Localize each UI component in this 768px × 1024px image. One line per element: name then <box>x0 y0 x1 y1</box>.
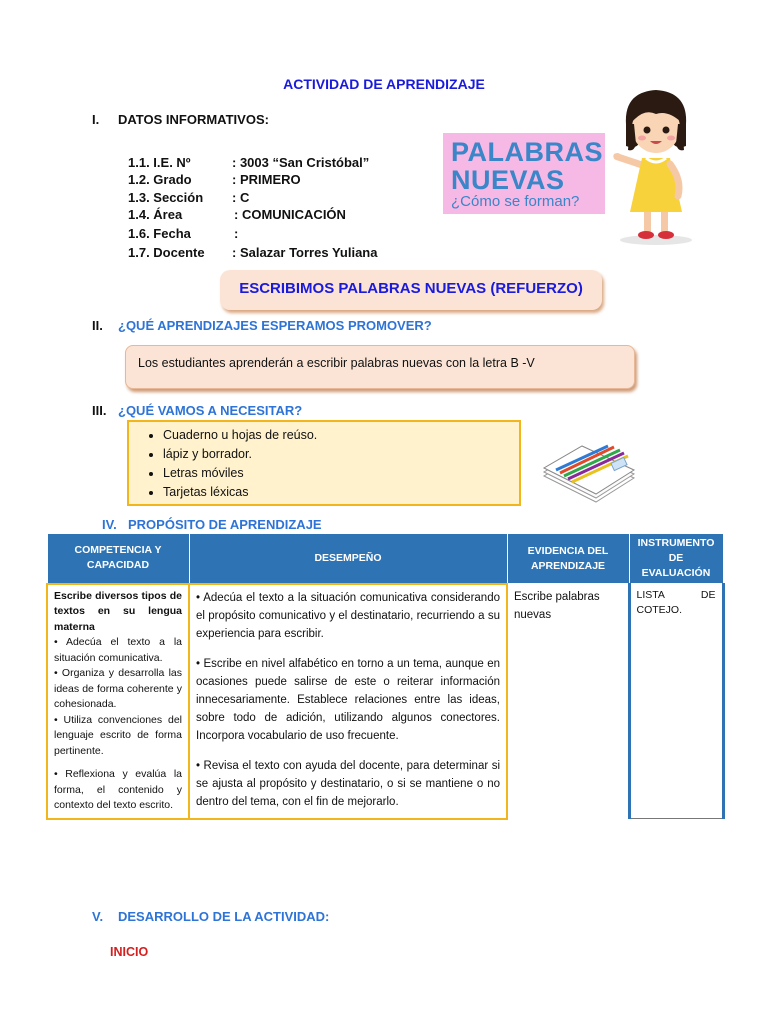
info-row-fecha <box>128 225 239 243</box>
info-label: 1.4. Área <box>128 207 183 222</box>
info-row-seccion <box>128 189 250 207</box>
competencia-item: • Adecúa el texto a la situación comunicativa. <box>54 636 182 664</box>
info-value: : 3003 “San Cristóbal” <box>232 155 370 170</box>
info-row-grado <box>128 171 301 189</box>
activity-title-banner: ESCRIBIMOS PALABRAS NUEVAS (REFUERZO) <box>220 270 602 310</box>
column-header: INSTRUMENTO DE EVALUACIÓN <box>629 534 723 584</box>
info-value: : PRIMERO <box>232 172 301 187</box>
table-header-row <box>47 534 723 584</box>
info-label: 1.1. I.E. Nº <box>128 155 191 170</box>
materials-list <box>129 426 519 502</box>
section-label: ¿QUÉ APRENDIZAJES ESPERAMOS PROMOVER? <box>118 318 432 333</box>
competencia-item: • Organiza y desarrolla las ideas de forma coherente y cohesionada. <box>54 667 182 710</box>
learning-goal-box: Los estudiantes aprenderán a escribir palabras nuevas con la letra B -V <box>125 345 635 389</box>
section-label: ¿QUÉ VAMOS A NECESITAR? <box>118 403 303 418</box>
info-value: : COMUNICACIÓN <box>234 207 346 222</box>
column-header: EVIDENCIA DEL APRENDIZAJE <box>507 534 629 584</box>
competencia-item: • Utiliza convenciones del lenguaje escrito de forma pertinente. <box>54 713 182 757</box>
desempeno-item: • Adecúa el texto a la situación comunicativa considerando el propósito comunicativo y el destinatario, recurriendo a su experiencia para escribir. <box>196 591 500 640</box>
info-label: 1.6. Fecha <box>128 226 191 241</box>
section-desarrollo <box>92 909 329 924</box>
table-row <box>47 584 723 819</box>
notebook-pencils-illustration <box>538 420 638 506</box>
info-value: : C <box>232 190 250 205</box>
section-necesitar <box>92 403 302 418</box>
girl-illustration <box>606 84 706 246</box>
section-datos-informativos <box>92 112 269 127</box>
inicio-heading: INICIO <box>110 945 149 959</box>
poster-line: PALABRAS <box>451 137 603 167</box>
instrumento-cell <box>629 584 723 819</box>
poster-line: NUEVAS <box>451 165 565 195</box>
info-row-area <box>128 206 346 224</box>
section-label: DATOS INFORMATIVOS: <box>118 112 269 127</box>
column-header: DESEMPEÑO <box>189 534 507 584</box>
section-aprendizajes <box>92 318 432 333</box>
competencia-title: Escribe diversos tipos de textos en su lengua materna <box>54 589 182 633</box>
evidencia-cell <box>507 584 629 819</box>
info-value: : Salazar Torres Yuliana <box>232 245 378 260</box>
section-number: III. <box>92 403 107 418</box>
list-item: • Cuaderno u hojas de reúso. <box>163 426 519 445</box>
page-title: ACTIVIDAD DE APRENDIZAJE <box>283 76 485 92</box>
info-label: 1.2. Grado <box>128 172 192 187</box>
info-value: : <box>234 226 239 241</box>
competencia-item: • Reflexiona y evalúa la forma, el contenido y contexto del texto escrito. <box>54 768 182 811</box>
section-number: II. <box>92 318 103 333</box>
info-row-docente <box>128 244 378 262</box>
evidencia-text: Escribe palabras nuevas <box>514 591 600 621</box>
competencia-cell <box>47 584 189 819</box>
desempeno-cell <box>189 584 507 819</box>
section-number: IV. <box>102 517 117 532</box>
info-label: 1.7. Docente <box>128 245 205 260</box>
poster-line: ¿Cómo se forman? <box>451 193 580 210</box>
section-label: PROPÓSITO DE APRENDIZAJE <box>128 517 322 532</box>
list-item: • lápiz y borrador. <box>163 445 519 464</box>
list-item: • Tarjetas léxicas <box>163 483 519 502</box>
learning-purpose-table <box>46 533 725 820</box>
desempeno-item: • Revisa el texto con ayuda del docente, para determinar si se ajusta al propósito y destinatario, o si se mantiene o no dentro del tema, con el fin de mejorarlo. <box>196 759 500 808</box>
palabras-nuevas-poster <box>443 133 605 214</box>
materials-box <box>127 420 521 506</box>
instrumento-text: LISTA DE COTEJO. <box>636 589 716 616</box>
section-proposito <box>102 517 322 532</box>
desempeno-item: • Escribe en nivel alfabético en torno a un tema, aunque en ocasiones puede salirse de este o reiterar información innecesariamente. Establece relaciones entre las ideas, sobre todo de adición, utilizando algunos conectores. Incorpora vocabulario de uso frecuente. <box>196 657 500 742</box>
info-label: 1.3. Sección <box>128 190 204 205</box>
column-header: COMPETENCIA Y CAPACIDAD <box>47 534 189 584</box>
section-number: V. <box>92 909 104 924</box>
info-row-ie <box>128 154 370 172</box>
section-number: I. <box>92 112 100 127</box>
section-label: DESARROLLO DE LA ACTIVIDAD: <box>118 909 330 924</box>
list-item: • Letras móviles <box>163 464 519 483</box>
